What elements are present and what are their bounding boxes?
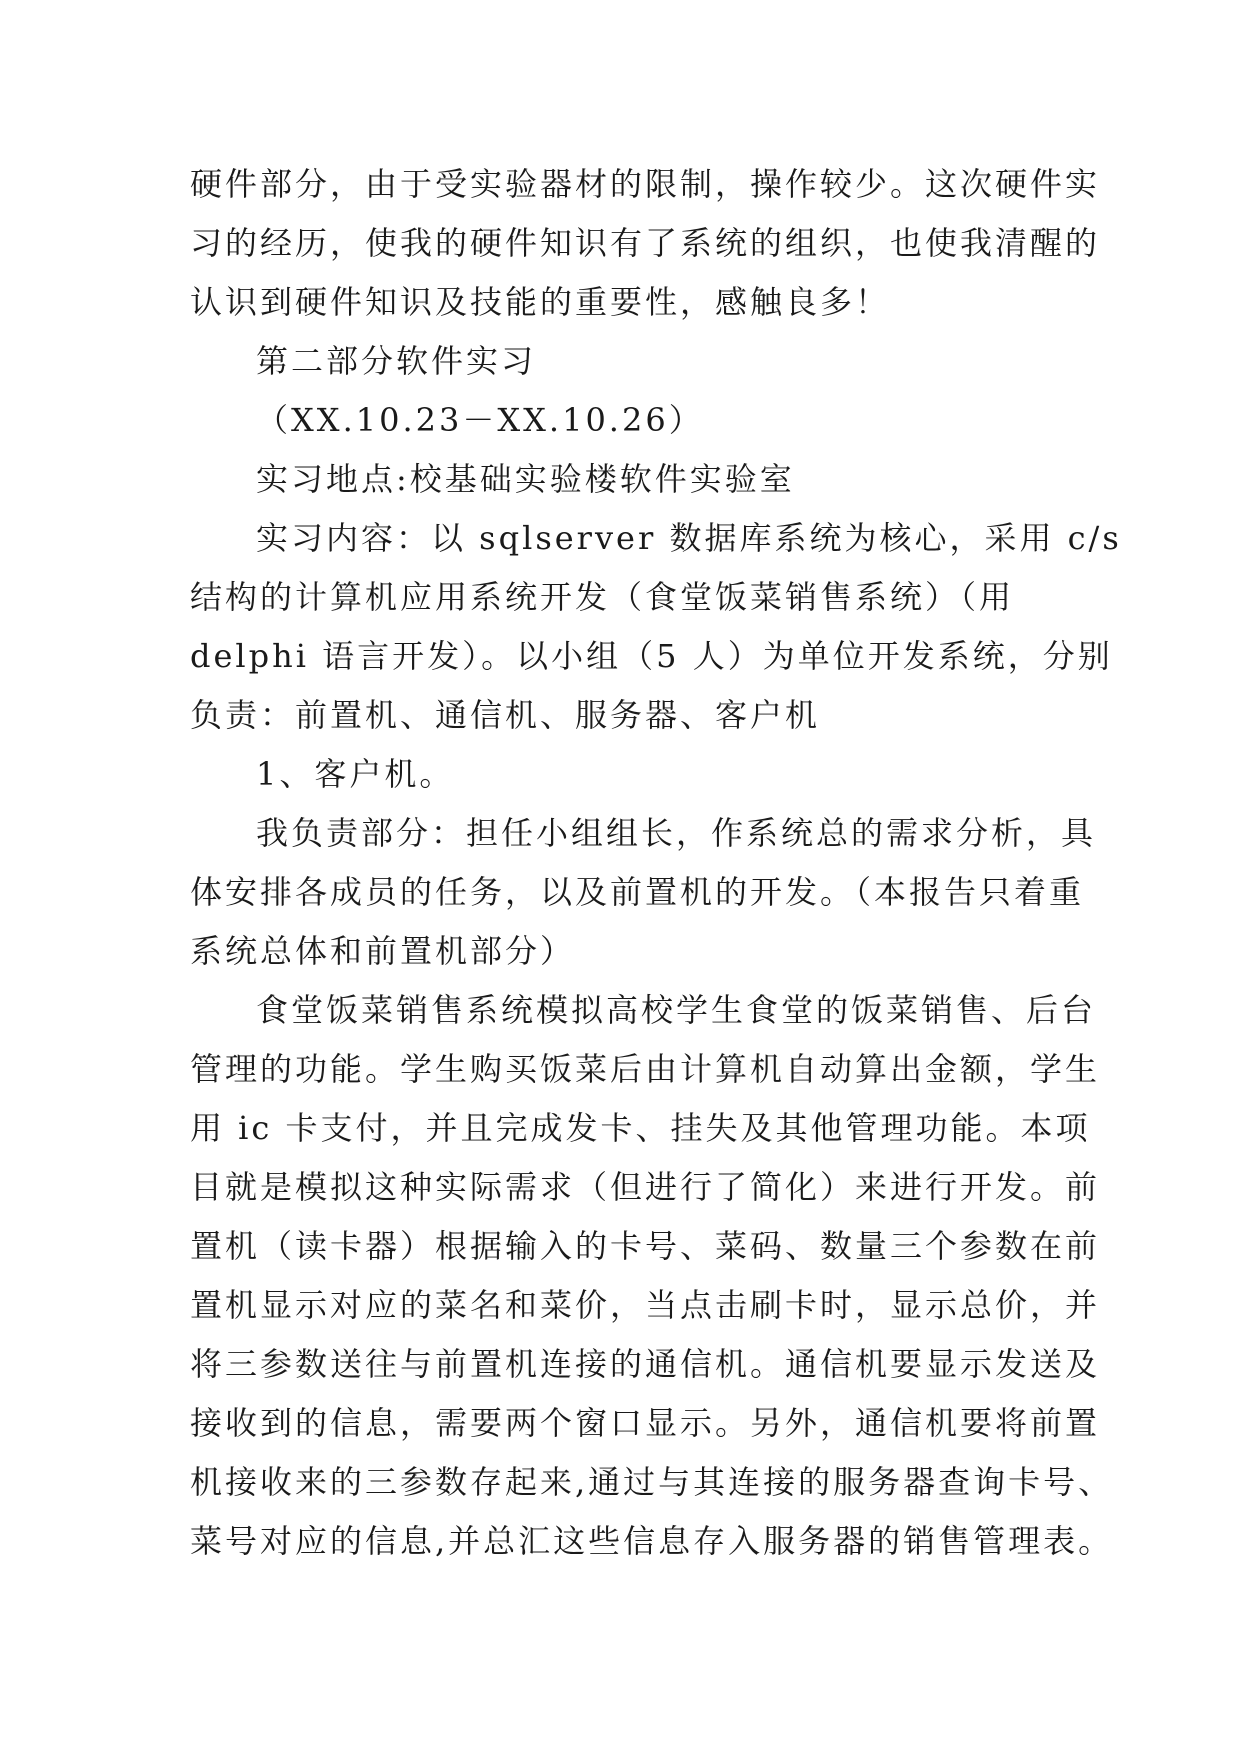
text-line: 结构的计算机应用系统开发（食堂饭菜销售系统）（用	[190, 578, 1015, 616]
text-line: 习的经历，使我的硬件知识有了系统的组织，也使我清醒的	[190, 224, 1101, 262]
text-line: 目就是模拟这种实际需求（但进行了简化）来进行开发。前	[190, 1168, 1101, 1206]
date-range: （XX.10.23－XX.10.26）	[256, 401, 704, 439]
section-heading: 第二部分软件实习	[256, 342, 537, 380]
text-line: 置机显示对应的菜名和菜价，当点击刷卡时，显示总价，并	[190, 1286, 1101, 1324]
text-line: 将三参数送往与前置机连接的通信机。通信机要显示发送及	[190, 1345, 1101, 1383]
text-line: 体安排各成员的任务，以及前置机的开发。（本报告只着重	[190, 873, 1085, 911]
internship-location: 实习地点:校基础实验楼软件实验室	[256, 460, 795, 498]
text-line: 菜号对应的信息,并总汇这些信息存入服务器的销售管理表。	[190, 1522, 1114, 1560]
text-line: delphi 语言开发）。以小组（5 人）为单位开发系统，分别	[190, 637, 1113, 675]
text-line: 我负责部分：担任小组组长，作系统总的需求分析，具	[256, 814, 1097, 852]
text-line: 管理的功能。学生购买饭菜后由计算机自动算出金额，学生	[190, 1050, 1101, 1088]
text-line: 负责：前置机、通信机、服务器、客户机	[190, 696, 821, 734]
text-line: 认识到硬件知识及技能的重要性，感触良多！	[190, 283, 891, 321]
text-line: 硬件部分，由于受实验器材的限制，操作较少。这次硬件实	[190, 165, 1101, 203]
text-line: 用 ic 卡支付，并且完成发卡、挂失及其他管理功能。本项	[190, 1109, 1091, 1147]
text-line: 系统总体和前置机部分）	[190, 932, 576, 970]
text-line: 置机（读卡器）根据输入的卡号、菜码、数量三个参数在前	[190, 1227, 1101, 1265]
body-text	[190, 155, 1122, 1571]
text-line: 食堂饭菜销售系统模拟高校学生食堂的饭菜销售、后台	[256, 991, 1097, 1029]
list-item: 1、客户机。	[256, 755, 455, 793]
text-line: 机接收来的三参数存起来,通过与其连接的服务器查询卡号、	[190, 1463, 1114, 1501]
text-line: 接收到的信息，需要两个窗口显示。另外，通信机要将前置	[190, 1404, 1101, 1442]
text-line: 实习内容：以 sqlserver 数据库系统为核心，采用 c/s	[256, 519, 1122, 557]
